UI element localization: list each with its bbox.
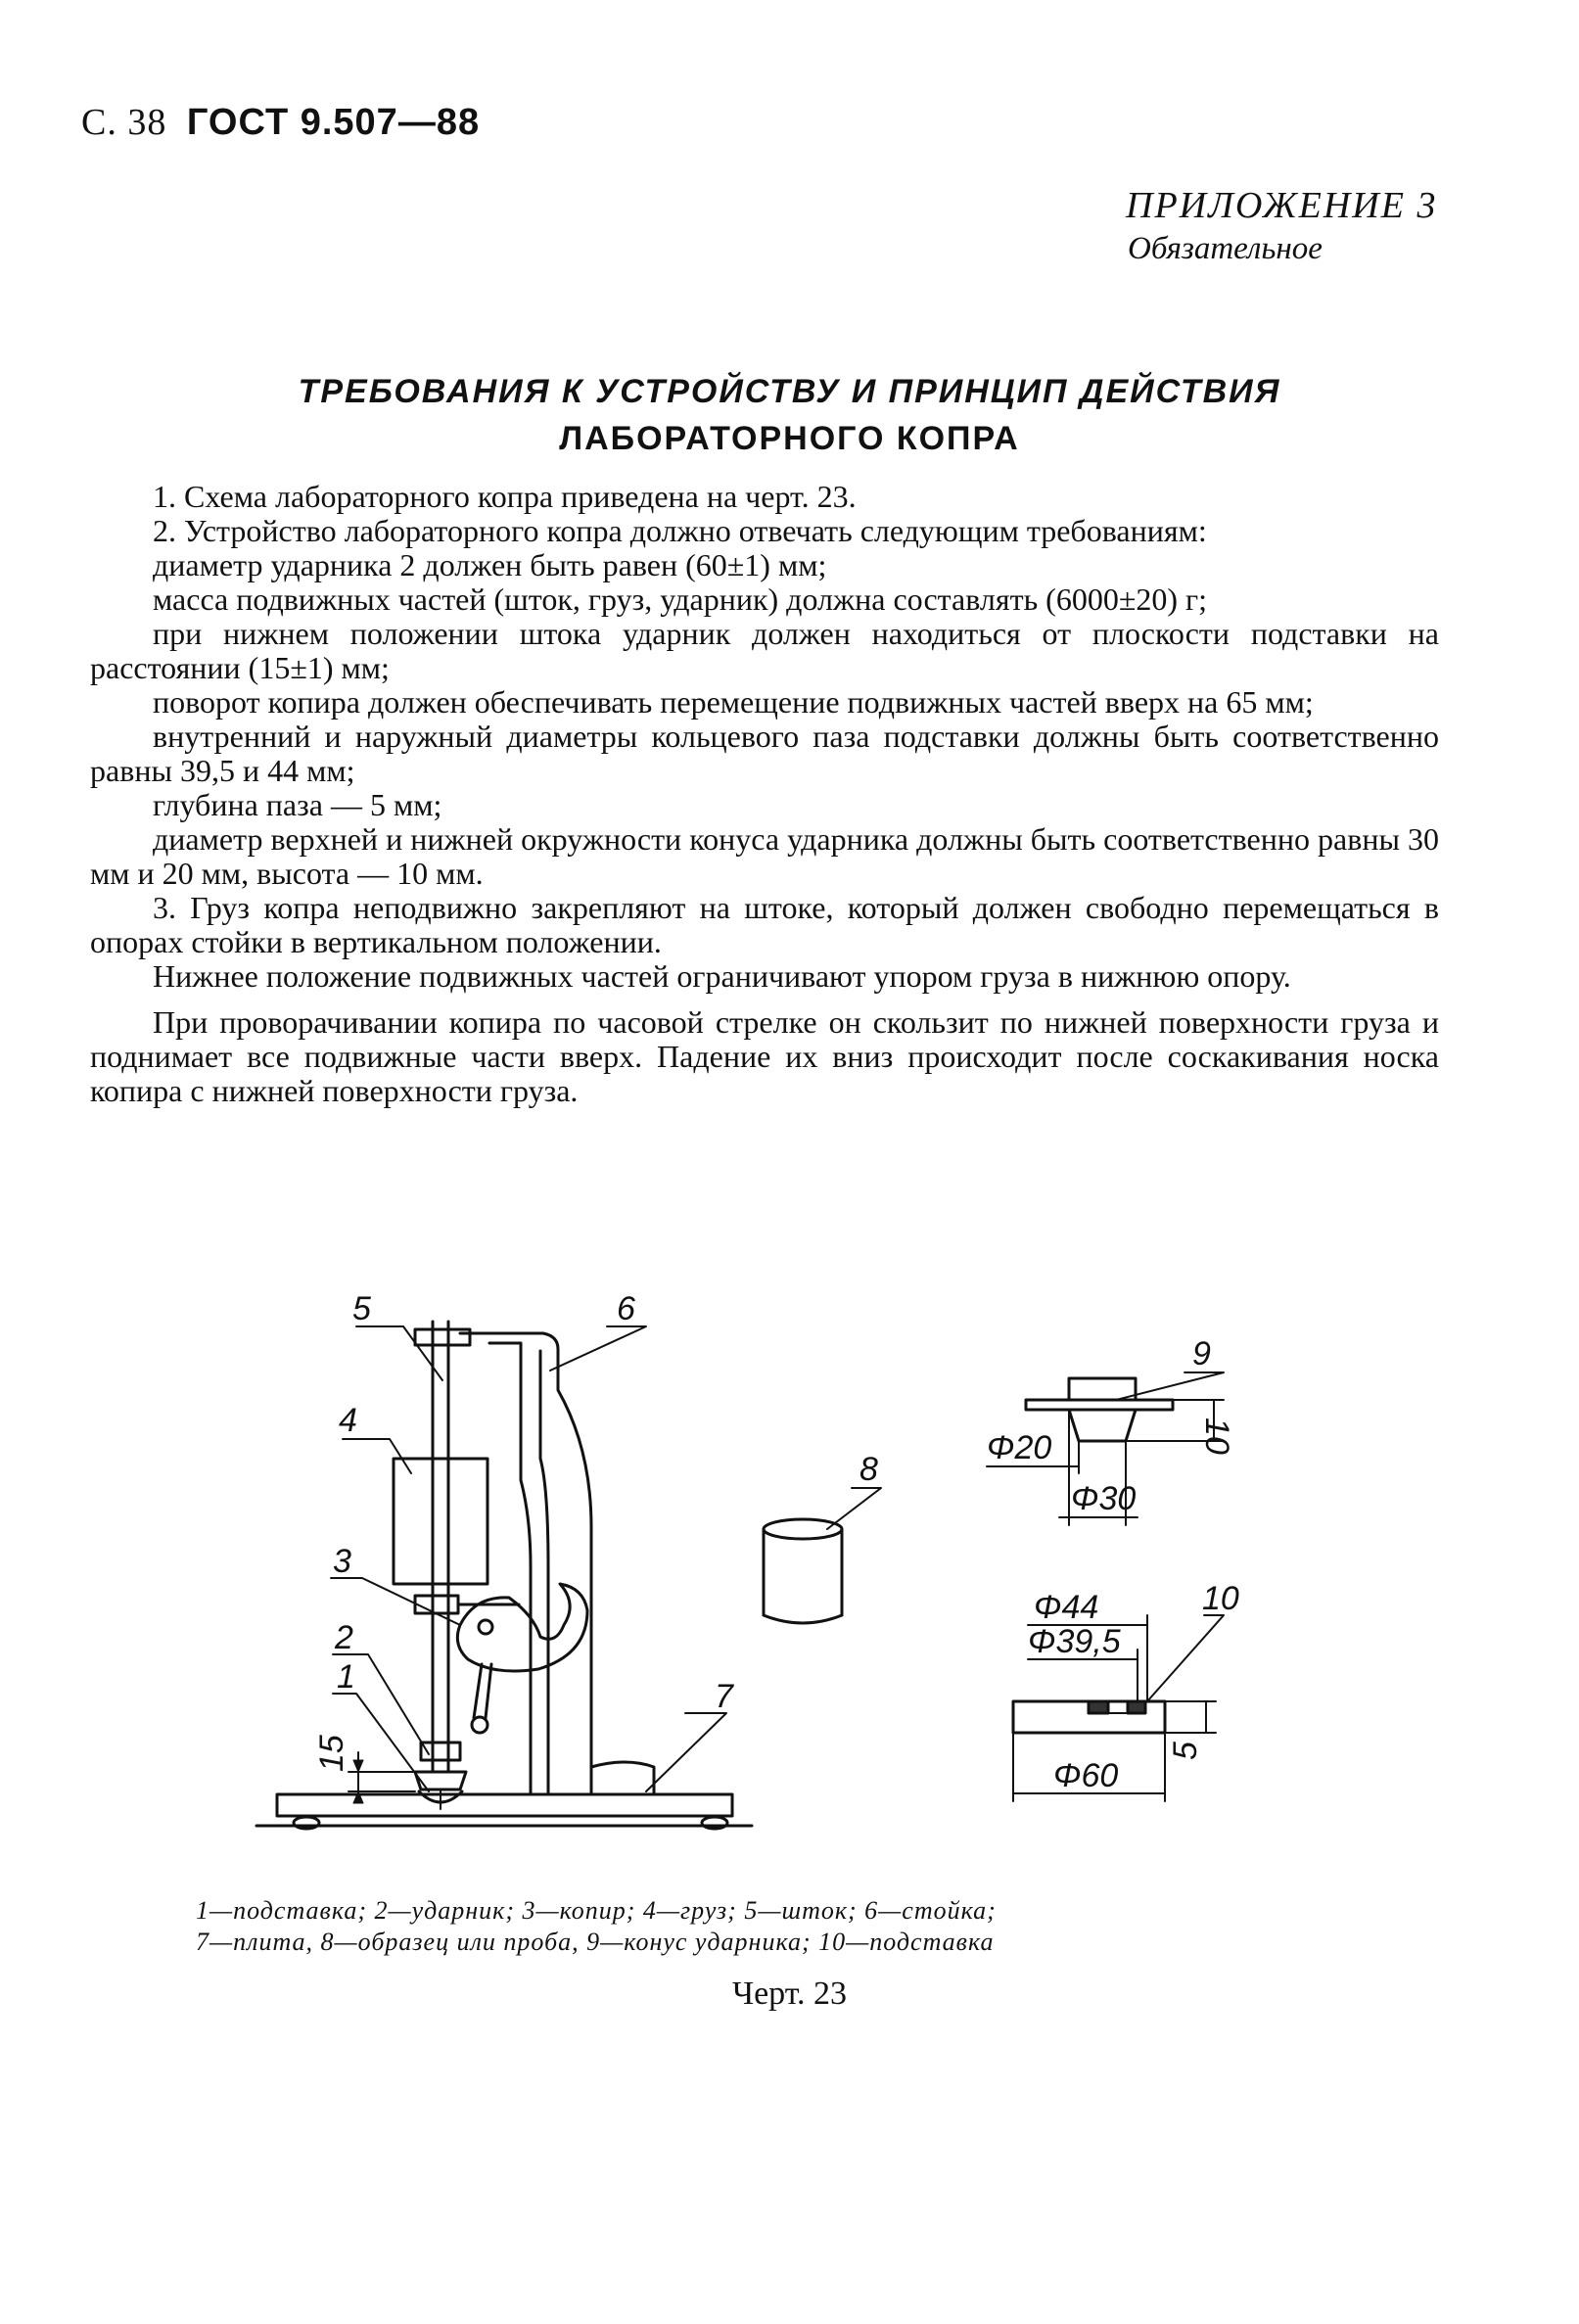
specimen-top: [764, 1519, 842, 1539]
dimension-15: 15: [313, 1735, 350, 1772]
paragraph: диаметр ударника 2 должен быть равен (60±1) мм;: [153, 547, 827, 582]
base-plate: [277, 1794, 732, 1816]
figure-label-2: 2: [335, 1619, 353, 1656]
body-text: [90, 480, 1439, 1108]
figure-label-6: 6: [617, 1290, 635, 1327]
leader-10: [1147, 1615, 1224, 1701]
figure-label-1: 1: [337, 1658, 355, 1696]
page-number: С. 38: [81, 102, 167, 143]
specimen-bottom: [764, 1615, 842, 1623]
dimension-phi44: Φ44: [1034, 1589, 1099, 1626]
figure-label-8: 8: [859, 1451, 878, 1488]
paragraph: 2. Устройство лабораторного копра должно отвечать следующим требованиям:: [153, 513, 1207, 548]
paragraph: глубина паза — 5 мм;: [153, 787, 442, 822]
lever-pin: [472, 1717, 488, 1733]
striker: [415, 1772, 466, 1789]
cam-lever: [474, 1664, 482, 1718]
figure-caption: [196, 1895, 1390, 1958]
dimension-phi20: Φ20: [987, 1429, 1052, 1466]
detail-support: [1013, 1580, 1239, 1801]
leader-9: [1116, 1372, 1224, 1400]
paragraph: 1. Схема лабораторного копра приведена на черт. 23.: [153, 479, 857, 514]
cone-body: [1069, 1410, 1136, 1441]
document-title-line-1: ТРЕБОВАНИЯ К УСТРОЙСТВУ И ПРИНЦИП ДЕЙСТВИЯ: [298, 373, 1281, 410]
figure-label-4: 4: [339, 1402, 357, 1439]
figure-label-3: 3: [333, 1543, 351, 1580]
paragraph: Нижнее положение подвижных частей ограничивают упором груза в нижнюю опору.: [153, 958, 1291, 994]
apparatus-drawing: [0, 1273, 1579, 1880]
lower-guide: [415, 1596, 458, 1613]
paragraph: 3. Груз копра неподвижно закрепляют на штоке, который должен свободно перемещаться в опорах стойки в вертикальном положении.: [90, 890, 1439, 959]
dimension-10: 10: [1198, 1418, 1235, 1455]
cam-pivot: [479, 1620, 492, 1634]
paragraph: диаметр верхней и нижней окружности конуса ударника должны быть соответственно равны 30 мм и 20 мм, высота — 10 мм.: [90, 821, 1439, 891]
document-title: [0, 368, 1579, 462]
stand-column-mid: [540, 1351, 548, 1794]
caption-line-1: 1—подставка; 2—ударник; 3—копир; 4—груз; 5—шток; 6—стойка;: [196, 1896, 997, 1925]
leader-4: [343, 1439, 411, 1473]
dimension-5: 5: [1167, 1742, 1204, 1760]
support-groove: [1128, 1701, 1145, 1713]
figure-label-7: 7: [715, 1678, 733, 1715]
dimension-phi30: Φ30: [1071, 1480, 1137, 1517]
leader-7: [646, 1713, 726, 1791]
cam-lever: [486, 1664, 491, 1718]
top-bracket: [415, 1329, 470, 1345]
cone-flange: [1026, 1400, 1173, 1410]
detail-striker-cone: [987, 1335, 1235, 1525]
appendix-title: ПРИЛОЖЕНИЕ 3: [1126, 185, 1438, 226]
weight: [394, 1459, 488, 1584]
paragraph: при нижнем положении штока ударник должен находиться от плоскости подставки на расстоянии (15±1) мм;: [90, 616, 1439, 685]
dimension-phi39-5: Φ39,5: [1028, 1623, 1121, 1660]
document-title-line-2: ЛАБОРАТОРНОГО КОПРА: [559, 420, 1020, 457]
figure-label-5: 5: [352, 1290, 371, 1327]
leader-5: [356, 1326, 442, 1380]
standard-number: ГОСТ 9.507—88: [186, 102, 481, 143]
dim-arrow: [353, 1760, 363, 1772]
appendix-status: Обязательное: [1128, 231, 1323, 266]
paragraph: поворот копира должен обеспечивать перемещение подвижных частей вверх на 65 мм;: [153, 684, 1314, 720]
stand-foot: [591, 1762, 654, 1794]
specimen: [764, 1451, 881, 1623]
stand-column-outer: [460, 1333, 591, 1794]
drawing-number: Черт. 23: [731, 1975, 848, 2012]
caption-line-2: 7—плита, 8—образец или проба, 9—конус ударника; 10—подставка: [196, 1928, 995, 1956]
apparatus-main: [256, 1290, 752, 1829]
cam-copier: [457, 1584, 587, 1671]
figure-label-10: 10: [1202, 1580, 1239, 1617]
paragraph: масса подвижных частей (шток, груз, ударник) должна составлять (6000±20) г;: [153, 581, 1208, 617]
figure-label-9: 9: [1192, 1335, 1211, 1372]
stand-column-inner: [489, 1343, 531, 1794]
dimension-phi60: Φ60: [1053, 1757, 1119, 1794]
leader-6: [550, 1326, 646, 1371]
figure-23: [0, 1273, 1579, 1880]
support-groove: [1089, 1701, 1108, 1713]
paragraph: внутренний и наружный диаметры кольцевого паза подставки должны быть соответственно равны 39,5 и 44 мм;: [90, 719, 1439, 788]
paragraph: При проворачивании копира по часовой стрелке он скользит по нижней поверхности груза и поднимает все подвижные части вверх. Падение их вниз происходит после соскакивания носка копира с нижней поверхности груза.: [90, 1004, 1439, 1108]
page-header: [81, 101, 480, 144]
leader-8: [827, 1488, 881, 1529]
